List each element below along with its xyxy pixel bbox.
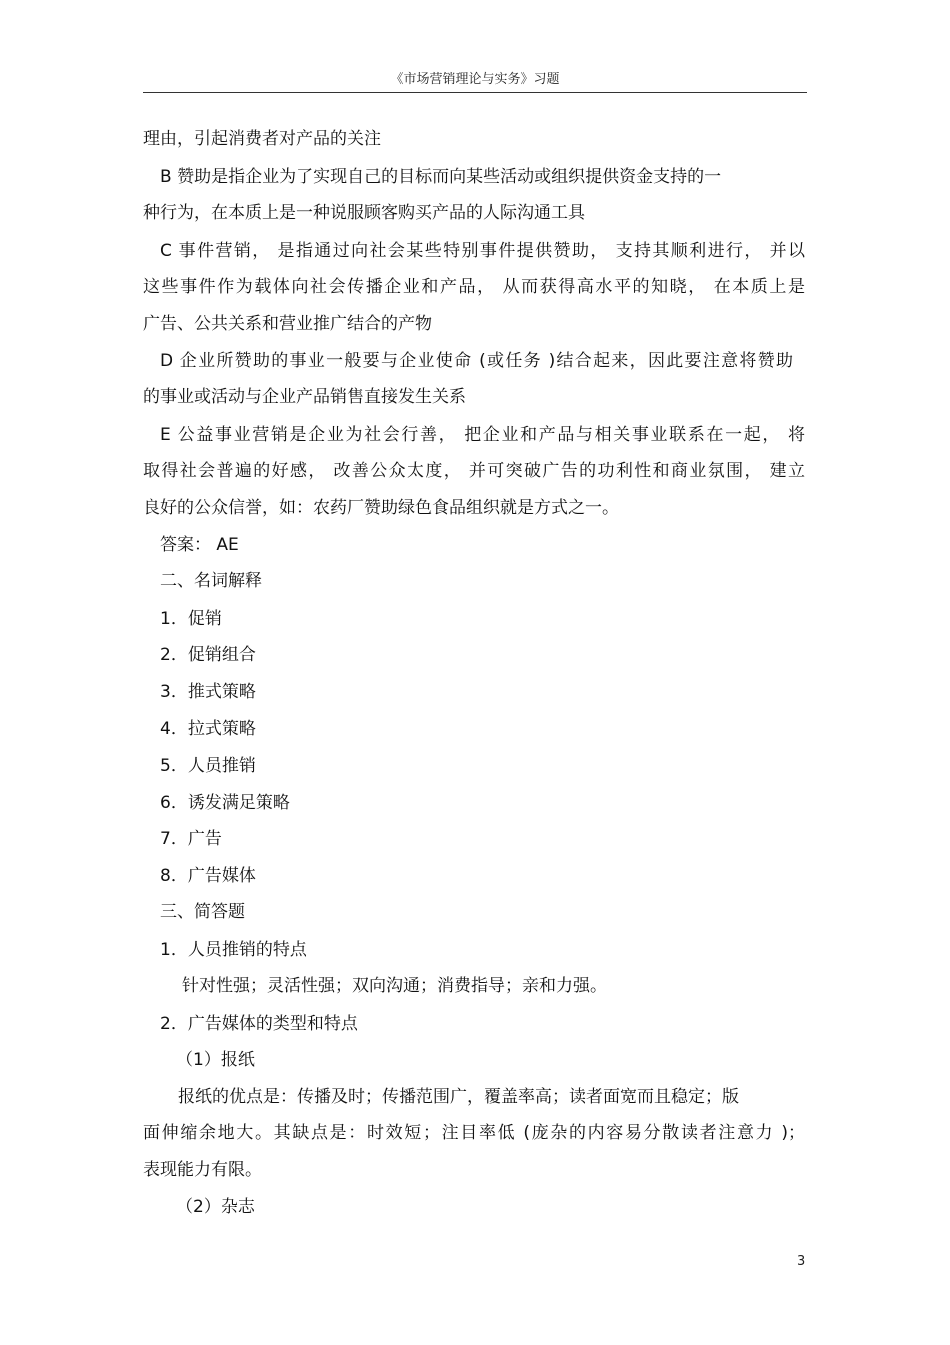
text-line: 广告、公共关系和营业推广结合的产物: [143, 314, 432, 334]
text-line: 良好的公众信誉，如：农药厂赞助绿色食品组织就是方式之一。: [143, 498, 619, 518]
subheading: （2）杂志: [176, 1197, 255, 1217]
list-item: 2．促销组合: [160, 645, 256, 665]
paragraph-line: 面伸缩余地大。其缺点是：时效短；注目率低 (庞杂的内容易分散读者注意力 )；: [143, 1123, 805, 1143]
option-e-line: E 公益事业营销是企业为社会行善， 把企业和产品与相关事业联系在一起， 将: [160, 425, 805, 445]
list-item: 4．拉式策略: [160, 719, 256, 739]
list-item: 8．广告媒体: [160, 866, 256, 886]
text-line: 取得社会普遍的好感， 改善公众太度， 并可突破广告的功利性和商业氛围， 建立: [143, 461, 805, 481]
list-item: 1．促销: [160, 609, 222, 629]
paragraph-line: 报纸的优点是：传播及时；传播范围广，覆盖率高；读者面宽而且稳定；版: [178, 1087, 739, 1107]
list-item: 5．人员推销: [160, 756, 256, 776]
running-header: 《市场营销理论与实务》习题: [390, 72, 560, 87]
text-line: 这些事件作为载体向社会传播企业和产品， 从而获得高水平的知晓， 在本质上是: [143, 277, 805, 297]
question-title: 2．广告媒体的类型和特点: [160, 1014, 358, 1034]
question-title: 1．人员推销的特点: [160, 940, 307, 960]
answer-line: 答案： AE: [160, 535, 239, 555]
option-d-line: D 企业所赞助的事业一般要与企业使命 (或任务 )结合起来，因此要注意将赞助: [160, 351, 793, 371]
subheading: （1）报纸: [176, 1050, 255, 1070]
text-line: 的事业或活动与企业产品销售直接发生关系: [143, 387, 466, 407]
section-heading: 三、简答题: [160, 902, 245, 922]
list-item: 3．推式策略: [160, 682, 256, 702]
text-line: 理由，引起消费者对产品的关注: [143, 129, 381, 149]
list-item: 6．诱发满足策略: [160, 793, 290, 813]
paragraph-line: 表现能力有限。: [143, 1160, 262, 1180]
page-number: 3: [797, 1254, 806, 1269]
answer-text: 针对性强；灵活性强；双向沟通；消费指导；亲和力强。: [182, 976, 607, 996]
section-heading: 二、名词解释: [160, 571, 262, 591]
option-c-line: C 事件营销， 是指通过向社会某些特别事件提供赞助， 支持其顺利进行， 并以: [160, 241, 805, 261]
list-item: 7．广告: [160, 829, 222, 849]
header-rule: [143, 92, 807, 93]
option-b-line: B 赞助是指企业为了实现自己的目标而向某些活动或组织提供资金支持的一: [160, 167, 722, 187]
text-line: 种行为，在本质上是一种说服顾客购买产品的人际沟通工具: [143, 203, 585, 223]
